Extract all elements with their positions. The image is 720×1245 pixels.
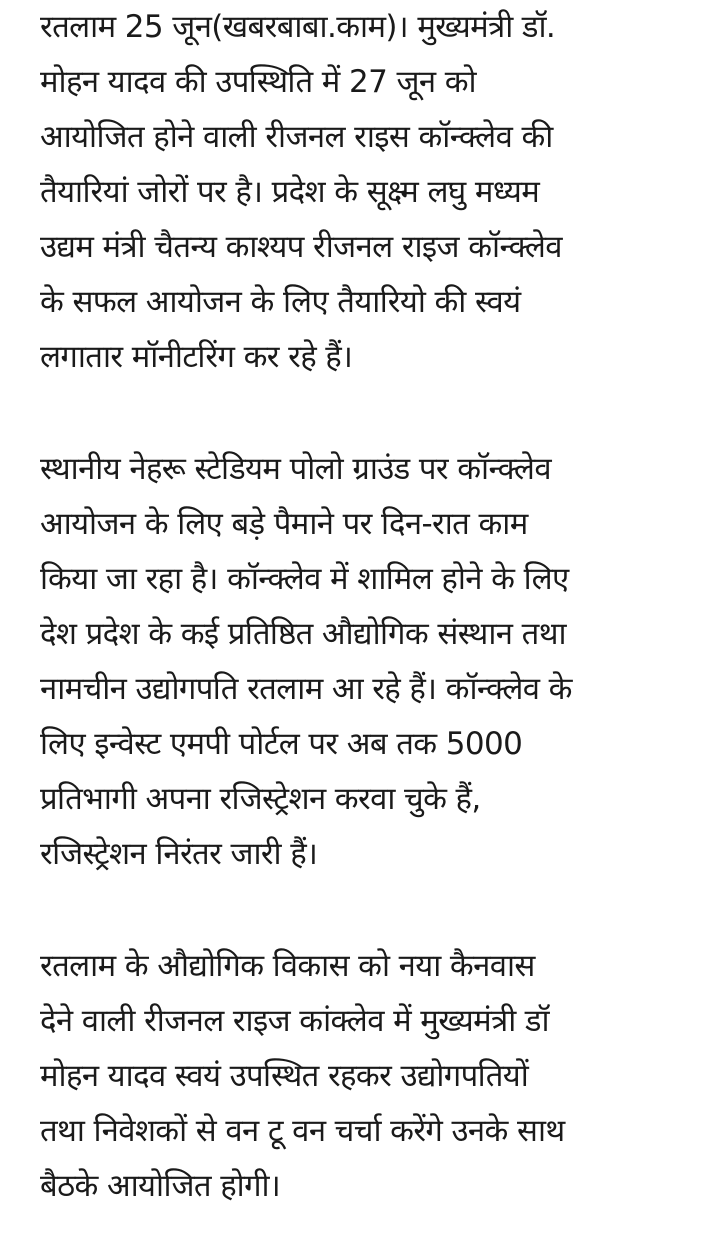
text-line: आयोजित होने वाली रीजनल राइस कॉन्क्लेव की [40, 119, 553, 155]
text-line: देश प्रदेश के कई प्रतिष्ठित औद्योगिक संस्थान तथा [40, 616, 566, 652]
text-line: लगातार मॉनीटरिंग कर रहे हैं। [40, 339, 353, 375]
text-line: तथा निवेशकों से वन टू वन चर्चा करेंगे उनके साथ [40, 1113, 565, 1149]
text-line: मोहन यादव स्वयं उपस्थित रहकर उद्योगपतियों [40, 1058, 529, 1094]
text-line: के सफल आयोजन के लिए तैयारियो की स्वयं [40, 284, 521, 320]
paragraph-3 [40, 939, 694, 1214]
text-line: देने वाली रीजनल राइज कांक्लेव में मुख्यमंत्री डॉ [40, 1003, 549, 1039]
text-line: आयोजन के लिए बड़े पैमाने पर दिन-रात काम [40, 506, 528, 542]
text-line: प्रतिभागी अपना रजिस्ट्रेशन करवा चुके हैं, [40, 781, 481, 817]
text-line: तैयारियां जोरों पर है। प्रदेश के सूक्ष्म लघु मध्यम [40, 174, 540, 210]
text-line: नामचीन उद्योगपति रतलाम आ रहे हैं। कॉन्क्लेव के [40, 671, 572, 707]
paragraph-2 [40, 442, 694, 882]
text-line: उद्यम मंत्री चैतन्य काश्यप रीजनल राइज कॉन्क्लेव [40, 229, 562, 265]
text-line: रजिस्ट्रेशन निरंतर जारी हैं। [40, 836, 318, 872]
text-line: मोहन यादव की उपस्थिति में 27 जून को [40, 64, 476, 100]
text-line: रतलाम के औद्योगिक विकास को नया कैनवास [40, 948, 535, 984]
text-line: बैठके आयोजित होगी। [40, 1168, 281, 1204]
text-line: स्थानीय नेहरू स्टेडियम पोलो ग्राउंड पर कॉन्क्लेव [40, 451, 551, 487]
text-line: रतलाम 25 जून(खबरबाबा.काम)। मुख्यमंत्री डॉ. [40, 9, 556, 45]
text-line: लिए इन्वेस्ट एमपी पोर्टल पर अब तक 5000 [40, 726, 523, 762]
text-line: किया जा रहा है। कॉन्क्लेव में शामिल होने के लिए [40, 561, 569, 597]
paragraph-1 [40, 0, 694, 385]
